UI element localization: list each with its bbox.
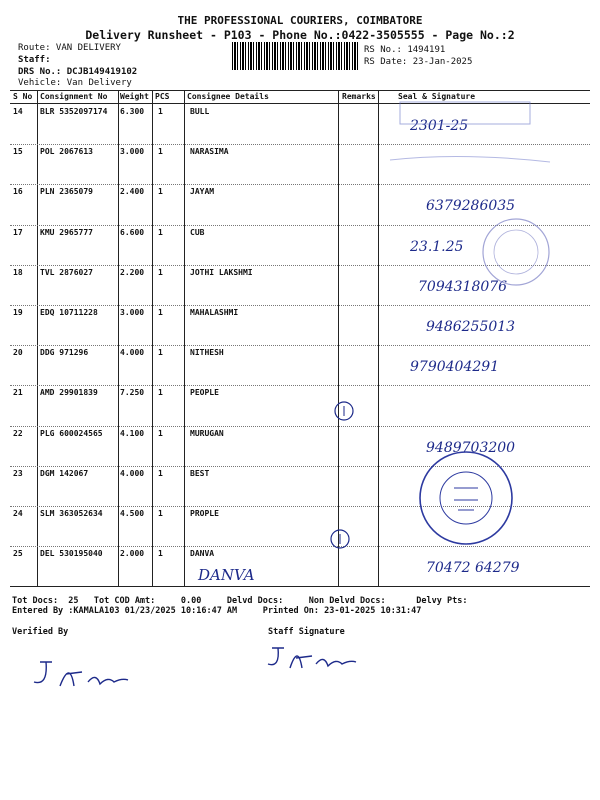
column-divider <box>338 90 339 586</box>
row-consignment-no: KMU 2965777 <box>40 227 93 237</box>
row-consignee: PEOPLE <box>190 388 219 398</box>
row-consignee: JAYAM <box>190 187 215 197</box>
row-sno: 18 <box>13 267 23 277</box>
col-consignee: Consignee Details <box>187 92 269 101</box>
row-pcs: 1 <box>158 147 163 157</box>
row-sno: 22 <box>13 428 23 438</box>
row-divider <box>10 385 590 386</box>
row-handwritten-signature: 70472 64279 <box>426 560 520 577</box>
row-consignee: NARASIMA <box>190 147 229 157</box>
row-consignment-no: EDQ 10711228 <box>40 308 98 317</box>
row-sno: 15 <box>13 147 23 157</box>
row-weight: 4.000 <box>120 468 145 478</box>
row-pcs: 1 <box>158 107 163 116</box>
barcode <box>232 42 358 70</box>
row-handwritten-signature: 9790404291 <box>410 359 500 376</box>
col-consignment: Consignment No <box>40 92 108 101</box>
drs-number: DRS No.: DCJB149419102 <box>18 67 138 77</box>
row-pcs: 1 <box>158 428 163 438</box>
row-pcs: 1 <box>158 187 163 197</box>
row-pcs: 1 <box>158 308 163 317</box>
table-bottom-border <box>10 586 590 587</box>
row-consignee: PROPLE <box>190 509 219 518</box>
row-sno: 14 <box>13 107 23 116</box>
seal-stamp-security <box>380 100 560 180</box>
row-consignee: NITHESH <box>190 348 224 358</box>
col-remarks: Remarks <box>342 92 376 101</box>
circled-mark <box>326 528 356 552</box>
row-handwritten-signature: 9486255013 <box>426 319 516 335</box>
row-pcs: 1 <box>158 388 163 398</box>
runsheet-subtitle: Delivery Runsheet - P103 - Phone No.:0422-3505555 - Page No.:2 <box>85 28 515 42</box>
row-sno: 23 <box>13 468 23 478</box>
row-divider <box>10 184 590 185</box>
row-consignment-no: DDG 971296 <box>40 348 89 358</box>
totals-line: Tot Docs: 25 Tot COD Amt: 0.00 Delvd Docs: Non Delvd Docs: Delvy Pts: <box>12 596 468 606</box>
engineering-seal-stamp <box>414 448 520 548</box>
route-label: Route: VAN DELIVERY <box>18 43 121 53</box>
rs-date: RS Date: 23-Jan-2025 <box>364 57 473 67</box>
row-divider <box>10 426 590 427</box>
row-weight: 2.000 <box>120 549 145 559</box>
row-consignee: MURUGAN <box>190 428 224 438</box>
row-pcs: 1 <box>158 348 163 358</box>
company-title: THE PROFESSIONAL COURIERS, COIMBATORE <box>177 14 423 27</box>
verified-by-signature <box>30 656 160 696</box>
row-weight: 4.500 <box>120 509 145 518</box>
row-weight: 2.400 <box>120 187 145 197</box>
row-consignment-no: DEL 530195040 <box>40 549 103 559</box>
row-divider <box>10 345 590 346</box>
vehicle-label: Vehicle: Van Delivery <box>18 78 132 88</box>
row-handwritten-signature: 7094318076 <box>418 278 508 295</box>
col-weight: Weight <box>120 92 149 101</box>
row-pcs: 1 <box>158 227 163 237</box>
column-divider <box>152 90 153 586</box>
col-pcs: PCS <box>155 92 170 101</box>
row-consignment-no: BLR 5352097174 <box>40 107 108 116</box>
row-consignment-no: TVL 2876027 <box>40 267 93 277</box>
row-sno: 24 <box>13 509 23 518</box>
col-seal-signature: Seal & Signature <box>398 92 476 101</box>
row25-handwritten-name: DANVA <box>198 566 255 584</box>
row-sno: 17 <box>13 227 23 237</box>
row-sno: 21 <box>13 388 23 398</box>
row-consignee: CUB <box>190 227 205 237</box>
row-weight: 6.300 <box>120 107 145 116</box>
row-consignee: DANVA <box>190 549 215 559</box>
staff-signature-mark <box>268 642 368 676</box>
row-handwritten-signature: 9489703200 <box>426 439 516 456</box>
row-consignment-no: PLG 600024565 <box>40 428 103 438</box>
row-weight: 7.250 <box>120 388 145 398</box>
row-consignee: BULL <box>190 107 210 116</box>
staff-label: Staff: <box>18 55 51 65</box>
row-pcs: 1 <box>158 549 163 559</box>
row-handwritten-signature: 23.1.25 <box>410 238 464 255</box>
row-weight: 3.000 <box>120 147 145 157</box>
table-top-border <box>10 90 590 91</box>
row-pcs: 1 <box>158 509 163 518</box>
row-consignment-no: AMD 29901839 <box>40 388 98 398</box>
row-consignment-no: POL 2067613 <box>40 147 93 157</box>
row-consignee: JOTHI LAKSHMI <box>190 267 253 277</box>
row-consignment-no: DGM 142067 <box>40 468 89 478</box>
staff-signature-label: Staff Signature <box>268 627 345 637</box>
row-sno: 20 <box>13 348 23 358</box>
row-sno: 19 <box>13 308 23 317</box>
row-weight: 4.000 <box>120 348 145 358</box>
row-weight: 2.200 <box>120 267 145 277</box>
column-divider <box>37 90 38 586</box>
row-sno: 16 <box>13 187 23 197</box>
row-handwritten-signature: 2301-25 <box>410 118 469 134</box>
row-pcs: 1 <box>158 267 163 277</box>
column-divider <box>184 90 185 586</box>
row-weight: 3.000 <box>120 308 145 317</box>
row-consignee: BEST <box>190 468 210 478</box>
verified-by-label: Verified By <box>12 627 69 637</box>
row-weight: 6.600 <box>120 227 145 237</box>
column-divider <box>378 90 379 586</box>
row-weight: 4.100 <box>120 428 145 438</box>
column-divider <box>118 90 119 586</box>
round-seal-stamp <box>478 216 558 288</box>
row-sno: 25 <box>13 549 23 559</box>
row-divider <box>10 305 590 306</box>
entered-by-line: Entered By :KAMALA103 01/23/2025 10:16:47 AM Printed On: 23-01-2025 10:31:47 <box>12 606 422 616</box>
row-pcs: 1 <box>158 468 163 478</box>
row-consignee: MAHALASHMI <box>190 308 239 317</box>
row-consignment-no: PLN 2365079 <box>40 187 93 197</box>
row-consignment-no: SLM 363052634 <box>40 509 103 518</box>
rs-number: RS No.: 1494191 <box>364 45 446 55</box>
row-handwritten-signature: 6379286035 <box>426 198 516 215</box>
col-sno: S No <box>13 92 33 101</box>
circled-mark <box>330 400 360 424</box>
